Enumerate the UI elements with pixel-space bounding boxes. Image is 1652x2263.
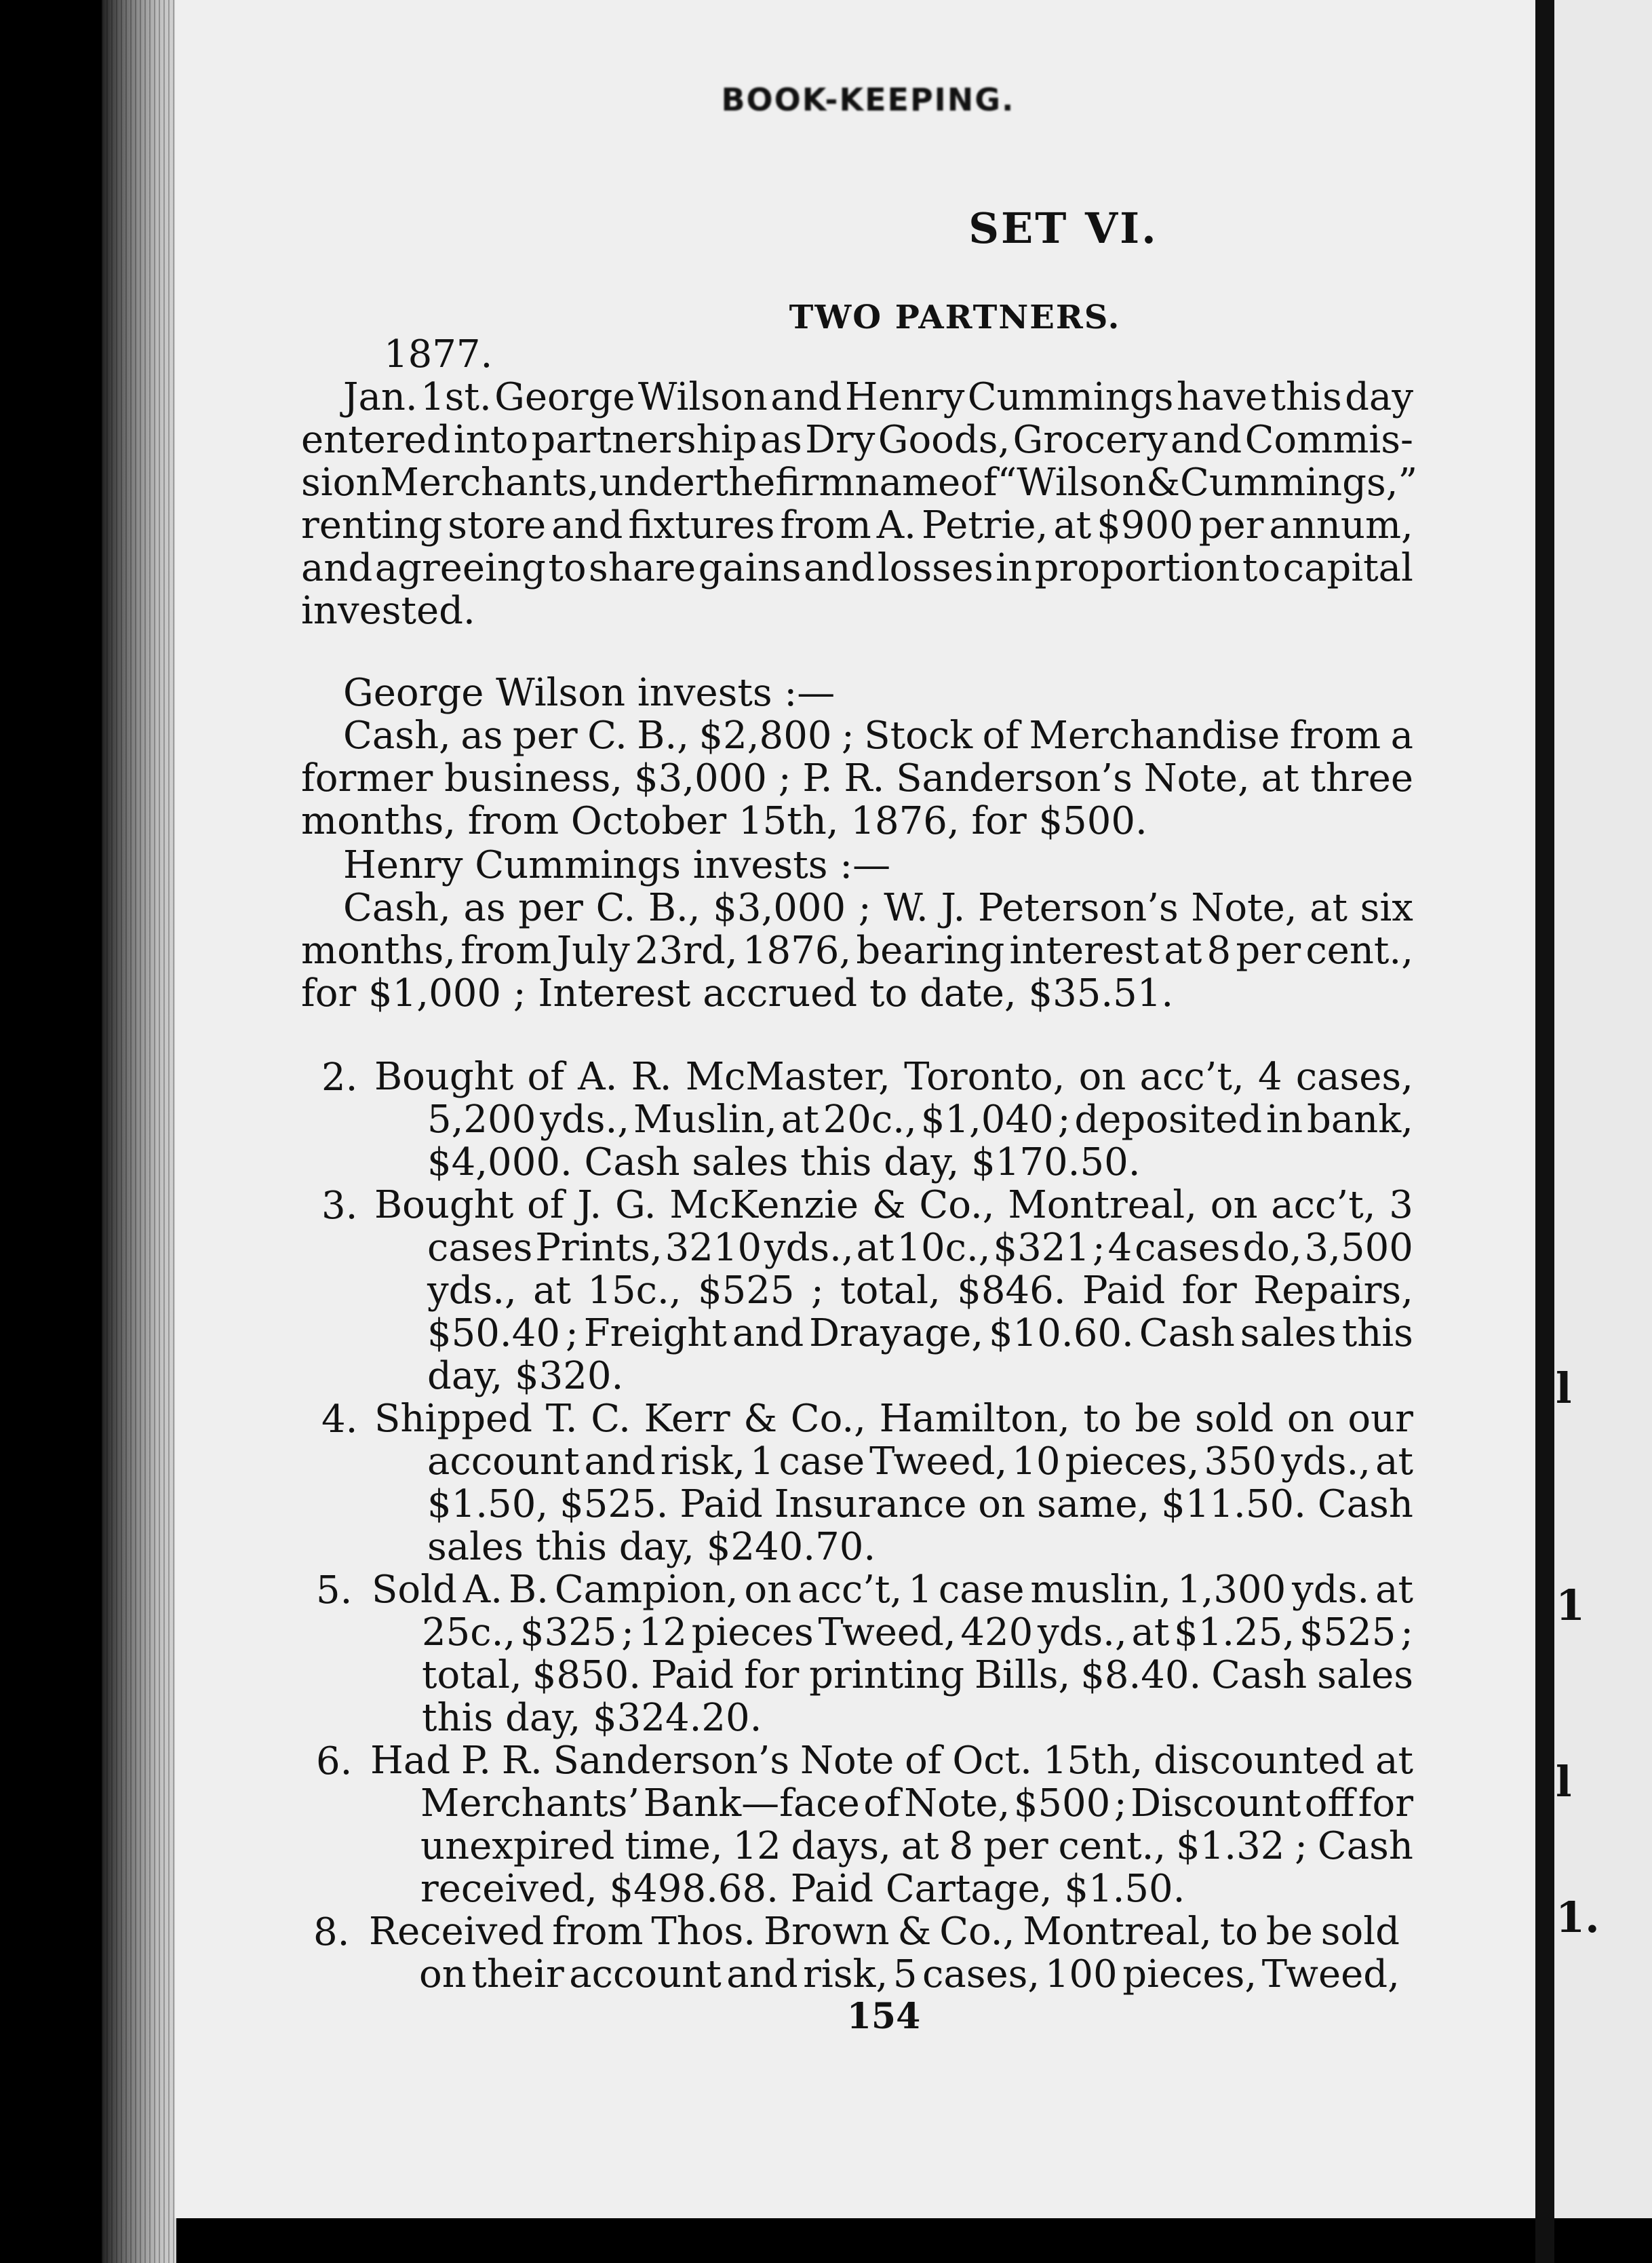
entry-line: unexpired time, 12 days, at 8 per cent., $1.32 ; Cash [420, 1824, 1413, 1868]
section-subtitle: TWO PARTNERS. [789, 298, 1121, 336]
entry-5 [372, 1568, 1413, 1739]
facing-page-fragment: l [1556, 1363, 1572, 1413]
entry-line: $4,000. Cash sales this day, $170.50. [427, 1140, 1141, 1184]
intro-paragraph [301, 375, 1418, 633]
facing-page-fragment: 1 [1556, 1581, 1586, 1630]
wilson-line: months, from October 15th, 1876, for $500. [301, 799, 1147, 843]
wilson-heading: George Wilson invests :— [343, 671, 835, 715]
entry-number: 8. [313, 1910, 350, 1954]
entry-line: received, $498.68. Paid Cartage, $1.50. [420, 1867, 1185, 1911]
entry-number: 5. [316, 1568, 353, 1612]
wilson-line: former business, $3,000 ; P. R. Sanderson’s Note, at three [301, 756, 1413, 800]
entry-line: Sold A. B. Campion, on acc’t, 1 case muslin, 1,300 yds. at [372, 1568, 1413, 1612]
entry-line: on their account and risk, 5 cases, 100 pieces, Tweed, [419, 1952, 1400, 1996]
intro-line: Jan. 1st. George Wilson and Henry Cummings have this day [343, 375, 1413, 419]
book-page-edges [102, 0, 176, 2263]
page-number: 154 [846, 1996, 921, 2037]
entry-line: account and risk, 1 case Tweed, 10 pieces, 350 yds., at [427, 1439, 1413, 1484]
set-title: SET VI. [968, 204, 1158, 253]
entry-line: 25c., $325 ; 12 pieces Tweed, 420 yds., at $1.25, $525 ; [422, 1610, 1413, 1655]
entry-line: sales this day, $240.70. [427, 1525, 876, 1569]
cummings-investment [301, 844, 1413, 1015]
facing-page-fragment: l [1556, 1757, 1572, 1806]
running-header: BOOK-KEEPING. [721, 81, 1015, 118]
entry-number: 6. [316, 1739, 353, 1783]
intro-line: entered into partnership as Dry Goods, Grocery and Commis- [301, 418, 1413, 462]
page-gutter [1535, 0, 1554, 2263]
facing-page-fragment: 1. [1556, 1893, 1600, 1942]
entry-line: Shipped T. C. Kerr & Co., Hamilton, to be sold on our [374, 1397, 1413, 1441]
intro-line: and agreeing to share gains and losses in proportion to capital [301, 546, 1413, 590]
entry-line: Had P. R. Sanderson’s Note of Oct. 15th, discounted at [370, 1739, 1413, 1783]
entry-8 [369, 1910, 1400, 1996]
intro-line: invested. [301, 589, 475, 633]
entry-line: day, $320. [427, 1354, 624, 1398]
entry-number: 4. [321, 1397, 358, 1442]
entry-line: Merchants’ Bank—face of Note, $500 ; Discount off for [420, 1781, 1413, 1825]
cummings-line: for $1,000 ; Interest accrued to date, $35.51. [301, 971, 1174, 1016]
entry-4 [374, 1397, 1413, 1568]
cummings-heading: Henry Cummings invests :— [343, 843, 891, 887]
entry-line: 5,200 yds., Muslin, at 20c., $1,040 ; deposited in bank, [427, 1098, 1413, 1142]
entry-line: $50.40 ; Freight and Drayage, $10.60. Cash sales this [427, 1311, 1413, 1355]
wilson-line: Cash, as per C. B., $2,800 ; Stock of Merchandise from a [343, 714, 1413, 758]
entry-line: Received from Thos. Brown & Co., Montreal, to be sold [369, 1910, 1400, 1954]
entry-3 [374, 1184, 1413, 1397]
entry-line: yds., at 15c., $525 ; total, $846. Paid for Repairs, [427, 1269, 1413, 1313]
year-label: 1877. [384, 332, 493, 376]
entry-line: $1.50, $525. Paid Insurance on same, $11.50. Cash [427, 1482, 1413, 1526]
entry-line: total, $850. Paid for printing Bills, $8.40. Cash sales [422, 1653, 1413, 1697]
cummings-line: months, from July 23rd, 1876, bearing interest at 8 per cent., [301, 929, 1413, 973]
entry-2 [374, 1056, 1413, 1184]
entry-line: cases Prints, 3210 yds., at 10c., $321 ; 4 cases do, 3,500 [427, 1226, 1413, 1270]
entry-6 [370, 1739, 1413, 1910]
wilson-investment [301, 672, 1413, 843]
cummings-line: Cash, as per C. B., $3,000 ; W. J. Peterson’s Note, at six [343, 886, 1413, 930]
entry-number: 2. [321, 1056, 358, 1100]
entry-line: Bought of A. R. McMaster, Toronto, on acc’t, 4 cases, [374, 1055, 1413, 1099]
entry-line: this day, $324.20. [422, 1696, 762, 1740]
intro-line: renting store and fixtures from A. Petrie, at $900 per annum, [301, 503, 1413, 547]
entry-line: Bought of J. G. McKenzie & Co., Montreal, on acc’t, 3 [374, 1183, 1413, 1227]
entry-number: 3. [321, 1184, 358, 1228]
intro-line: sion Merchants, under the firm name of “ Wilson & Cummings,” [301, 461, 1418, 505]
